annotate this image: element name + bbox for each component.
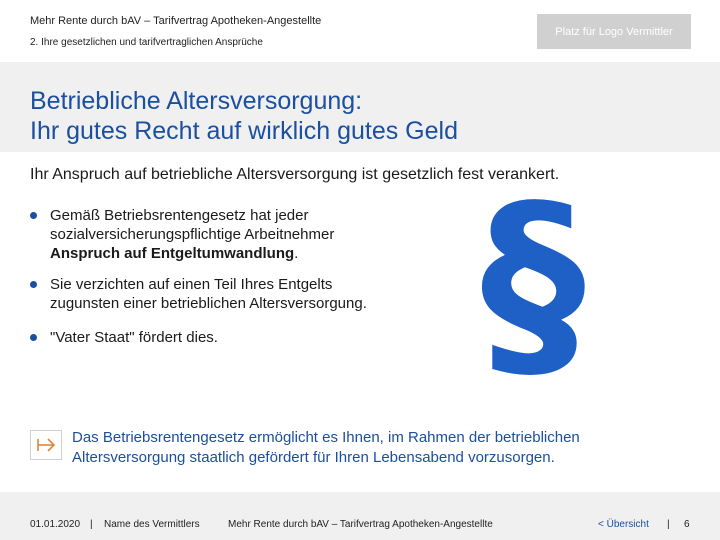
bullet-2-text: Sie verzichten auf einen Teil Ihres Entgelts zugunsten einer betrieblichen Altersversorgung. [50, 276, 367, 312]
bullet-item [30, 275, 390, 313]
bullet-list [30, 206, 390, 347]
bullet-dot-icon [30, 212, 37, 219]
overview-link[interactable]: < Übersicht [598, 519, 649, 530]
header-doc-title: Mehr Rente durch bAV – Tarifvertrag Apotheken-Angestellte [30, 15, 322, 27]
footer-date: 01.01.2020 [30, 519, 81, 530]
footer-doc-title: Mehr Rente durch bAV – Tarifvertrag Apotheken-Angestellte [228, 519, 493, 530]
bullet-3-text: "Vater Staat" fördert dies. [50, 329, 218, 346]
bullet-dot-icon [30, 281, 37, 288]
bullet-item [30, 206, 390, 263]
lead-text: Ihr Anspruch auf betriebliche Altersversorgung ist gesetzlich fest verankert. [30, 166, 560, 183]
page-number: 6 [684, 519, 690, 530]
page-title [30, 86, 458, 146]
bullet-dot-icon [30, 334, 37, 341]
footer-separator: | [90, 519, 93, 530]
footer [0, 492, 720, 540]
logo-placeholder: Platz für Logo Vermittler [537, 14, 691, 49]
bullet-1-bold: Anspruch auf Entgeltumwandlung [50, 245, 295, 262]
paragraph-icon: § [480, 160, 586, 405]
bullet-1-end: . [294, 245, 299, 262]
footer-separator: | [667, 519, 670, 530]
bullet-item [30, 328, 390, 347]
header-section: 2. Ihre gesetzlichen und tarifvertraglichen Ansprüche [30, 37, 263, 48]
title-line-1: Betriebliche Altersversorgung: [30, 87, 363, 115]
title-line-2: Ihr gutes Recht auf wirklich gutes Geld [30, 117, 458, 145]
note-text: Das Betriebsrentengesetz ermöglicht es Ihnen, im Rahmen der betrieblichen Altersversorgung staatlich gefördert für Ihren Lebensabend vorzusorgen. [72, 429, 580, 466]
arrow-right-icon [30, 430, 62, 460]
bullet-1-text: Gemäß Betriebsrentengesetz hat jeder sozialversicherungspflichtige Arbeitnehmer [50, 207, 335, 243]
footer-agent-name: Name des Vermittlers [104, 519, 200, 530]
